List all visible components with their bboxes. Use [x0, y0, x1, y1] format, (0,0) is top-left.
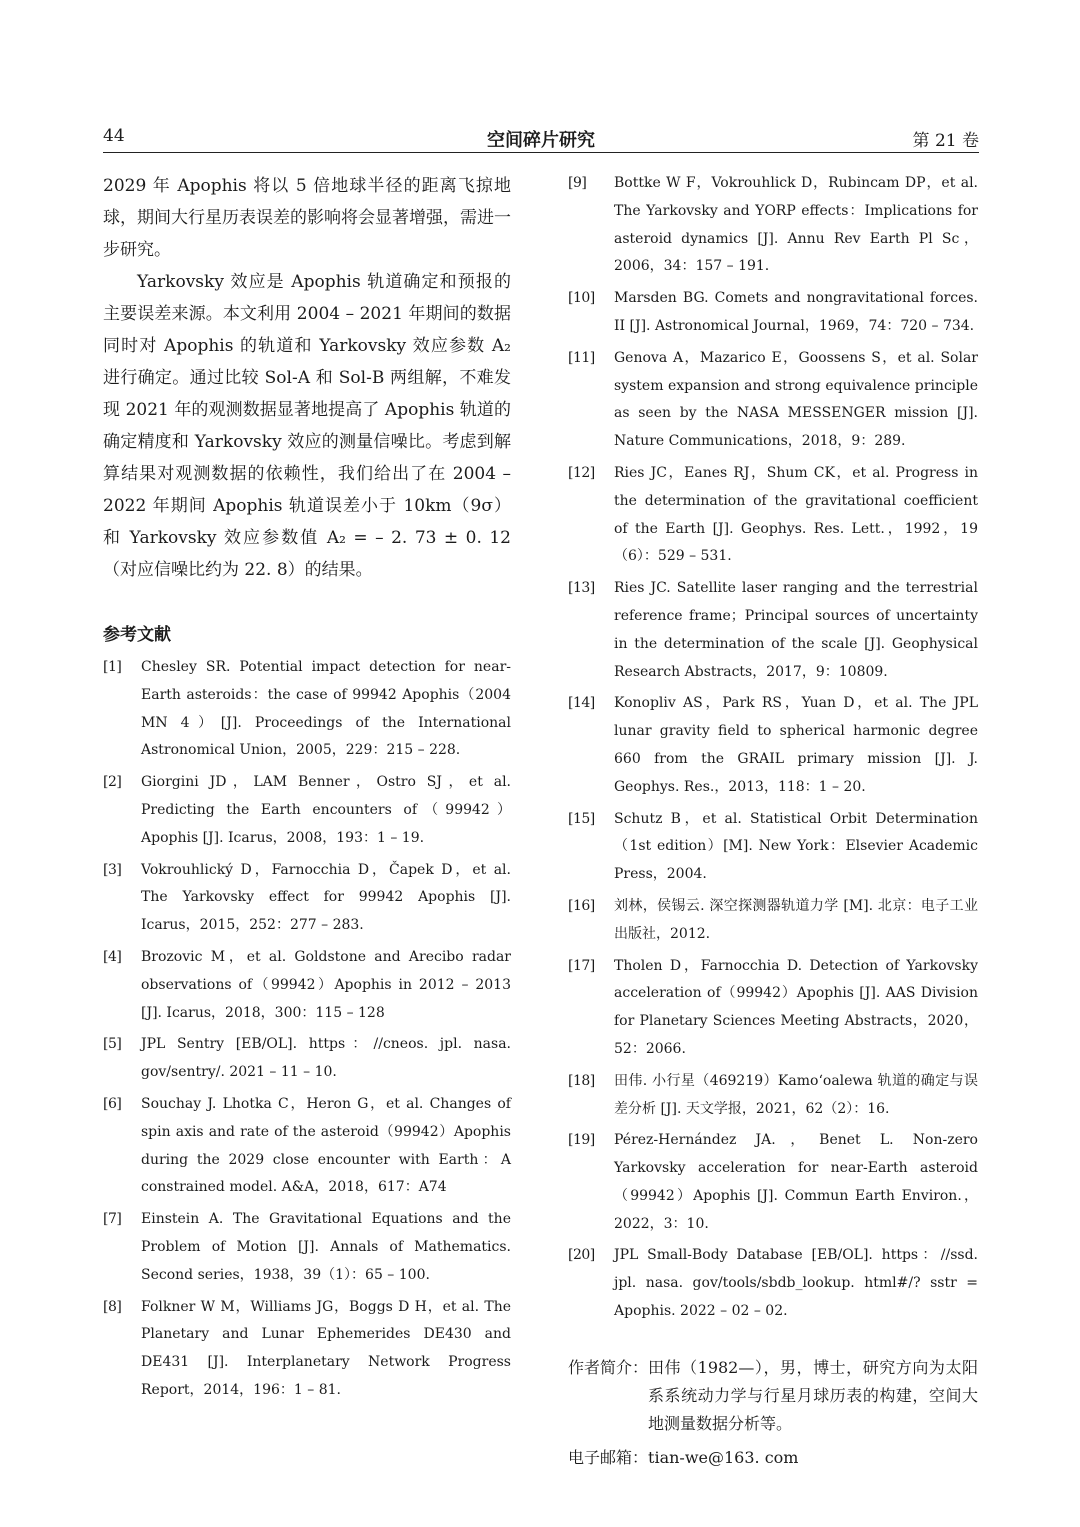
reference-text: Souchay J. Lhotka C，Heron G，et al. Changes of spin axis and rate of the asteroid（99942）Apophis during the 2029 close encounter with Earth：A constrained model. A&A，2018，617：A74	[141, 1095, 511, 1196]
references-heading: 参考文献	[103, 625, 171, 645]
email-address: tian-we@163. com	[648, 1447, 799, 1467]
reference-number: [9]	[568, 175, 587, 191]
left-column	[103, 170, 511, 1409]
reference-number: [10]	[568, 290, 595, 307]
reference-number: [1]	[103, 659, 122, 675]
author-bio	[568, 1354, 978, 1438]
reference-item	[568, 806, 978, 889]
reference-item	[103, 1091, 511, 1202]
reference-item	[103, 1206, 511, 1289]
reference-text: Ries JC，Eanes RJ，Shum CK，et al. Progress in the determination of the gravitational coefficient of the Earth [J]. Geophys. Res. Lett.，1992，19（6）：529 – 531.	[614, 464, 978, 565]
reference-item	[568, 170, 978, 281]
reference-item	[568, 690, 978, 801]
volume-label: 第 21 卷	[912, 131, 979, 151]
reference-text: Giorgini JD，LAM Benner，Ostro SJ，et al. Predicting the Earth encounters of（99942）Apophis [J]. Icarus，2008，193：1 – 19.	[141, 774, 511, 846]
reference-number: [2]	[103, 774, 122, 791]
body-paragraph-2: Yarkovsky 效应是 Apophis 轨道确定和预报的主要误差来源。本文利用 2004 – 2021 年期间的数据同时对 Apophis 的轨道和 Yarkovsky 效应参数 A₂ 进行确定。通过比较 Sol-A 和 Sol-B 两组解，不难发现 2021 年的观测数据显著地提高了 Apophis 轨道的确定精度和 Yarkovsky 效应的测量信噪比。考虑到解算结果对观测数据的依赖性，我们给出了在 2004 – 2022 年期间 Apophis 轨道误差小于 10km（9σ）和 Yarkovsky 效应参数值 A₂ = – 2. 73 ± 0. 12（对应信噪比约为 22. 8）的结果。	[103, 272, 511, 580]
reference-number: [8]	[103, 1298, 122, 1315]
reference-number: [14]	[568, 695, 595, 712]
reference-item	[568, 1127, 978, 1238]
reference-number: [7]	[103, 1211, 122, 1228]
reference-item	[568, 893, 978, 949]
author-bio-text: 田伟（1982—），男，博士，研究方向为太阳系系统动力学与行星月球历表的构建，空间大地测量数据分析等。	[648, 1357, 978, 1433]
reference-item	[103, 769, 511, 852]
reference-text: Konopliv AS，Park RS，Yuan D，et al. The JPL lunar gravity field to spherical harmonic degree 660 from the GRAIL primary mission [J]. J. Geophys. Res.，2013，118：1 – 20.	[614, 695, 978, 795]
reference-text: Genova A，Mazarico E，Goossens S，et al. Solar system expansion and strong equivalence principle as seen by the NASA MESSENGER mission [J]. Nature Communications，2018，9：289.	[614, 349, 978, 450]
reference-item	[568, 285, 978, 341]
author-bio-label: 作者简介：	[568, 1357, 649, 1377]
reference-item	[568, 1068, 978, 1124]
reference-number: [12]	[568, 464, 595, 481]
reference-item	[568, 953, 978, 1064]
reference-text: Schutz B，et al. Statistical Orbit Determination（1st edition）[M]. New York：Elsevier Academic Press，2004.	[614, 810, 978, 883]
reference-text: Brozovic M，et al. Goldstone and Arecibo radar observations of（99942）Apophis in 2012 – 2013 [J]. Icarus，2018，300：115 – 128	[141, 948, 511, 1021]
reference-number: [16]	[568, 897, 595, 914]
reference-text: 田伟. 小行星（469219）Kamoʻoalewa 轨道的确定与误差分析 [J]. 天文学报，2021，62（2）：16.	[614, 1072, 978, 1117]
reference-number: [20]	[568, 1247, 595, 1264]
reference-item	[103, 1031, 511, 1087]
reference-text: Tholen D，Farnocchia D. Detection of Yarkovsky acceleration of（99942）Apophis [J]. AAS Division for Planetary Sciences Meeting Abstracts，2020，52：2066.	[614, 957, 978, 1057]
reference-text: 刘林，侯锡云. 深空探测器轨道力学 [M]. 北京：电子工业出版社，2012.	[614, 897, 978, 942]
reference-text: Vokrouhlický D，Farnocchia D，Čapek D，et al. The Yarkovsky effect for 99942 Apophis [J]. Icarus，2015，252：277 – 283.	[141, 861, 511, 934]
reference-text: JPL Sentry [EB/OL]. https：//cneos. jpl. nasa. gov/sentry/. 2021 – 11 – 10.	[141, 1036, 511, 1081]
reference-text: Chesley SR. Potential impact detection for near-Earth asteroids：the case of 99942 Apophis（2004 MN 4）[J]. Proceedings of the International Astronomical Union，2005，229：215 – 228.	[141, 659, 511, 759]
author-email	[568, 1444, 978, 1472]
email-label: 电子邮箱：	[568, 1447, 649, 1467]
right-column	[568, 170, 978, 1472]
reference-list-right	[568, 170, 978, 1326]
reference-number: [18]	[568, 1072, 595, 1089]
header-divider	[103, 152, 979, 153]
reference-text: JPL Small-Body Database [EB/OL]. https：//ssd. jpl. nasa. gov/tools/sbdb_lookup. html#/? sstr = Apophis. 2022 – 02 – 02.	[614, 1247, 978, 1320]
reference-item	[103, 944, 511, 1027]
reference-item	[103, 857, 511, 940]
reference-number: [3]	[103, 861, 122, 878]
reference-number: [11]	[568, 349, 595, 366]
reference-text: Ries JC. Satellite laser ranging and the terrestrial reference frame；Principal sources of uncertainty in the determination of the scale [J]. Geophysical Research Abstracts，2017，9：10809.	[614, 580, 978, 680]
body-paragraph-1: 2029 年 Apophis 将以 5 倍地球半径的距离飞掠地球，期间大行星历表误差的影响将会显著增强，需进一步研究。	[103, 176, 511, 260]
reference-number: [15]	[568, 810, 595, 827]
reference-number: [17]	[568, 957, 595, 974]
journal-title: 空间碎片研究	[487, 130, 595, 151]
reference-item	[568, 345, 978, 456]
reference-text: Einstein A. The Gravitational Equations and the Problem of Motion [J]. Annals of Mathematics. Second series，1938，39（1）：65 – 100.	[141, 1211, 511, 1283]
reference-text: Pérez-Hernández JA.，Benet L. Non-zero Yarkovsky acceleration for near-Earth asteroid（99942）Apophis [J]. Commun Earth Environ.，2022，3：10.	[614, 1132, 978, 1232]
reference-number: [19]	[568, 1132, 595, 1149]
reference-text: Bottke W F，Vokrouhlick D，Rubincam DP，et al. The Yarkovsky and YORP effects：Implications for asteroid dynamics [J]. Annu Rev Earth Pl Sc，2006，34：157 – 191.	[614, 175, 978, 275]
reference-item	[568, 460, 978, 571]
reference-list-left	[103, 654, 511, 1405]
reference-item	[103, 1294, 511, 1405]
reference-item	[568, 575, 978, 686]
reference-number: [6]	[103, 1095, 122, 1112]
reference-number: [4]	[103, 948, 122, 965]
reference-item	[568, 1242, 978, 1325]
reference-text: Marsden BG. Comets and nongravitational forces. II [J]. Astronomical Journal，1969，74：720 – 734.	[614, 290, 978, 334]
reference-number: [13]	[568, 580, 595, 597]
reference-number: [5]	[103, 1036, 122, 1053]
reference-text: Folkner W M，Williams JG，Boggs D H，et al. The Planetary and Lunar Ephemerides DE430 and DE431 [J]. Interplanetary Network Progress Report，2014，196：1 – 81.	[141, 1298, 511, 1398]
page-header	[103, 126, 979, 154]
page-number: 44	[103, 126, 125, 146]
reference-item	[103, 654, 511, 765]
